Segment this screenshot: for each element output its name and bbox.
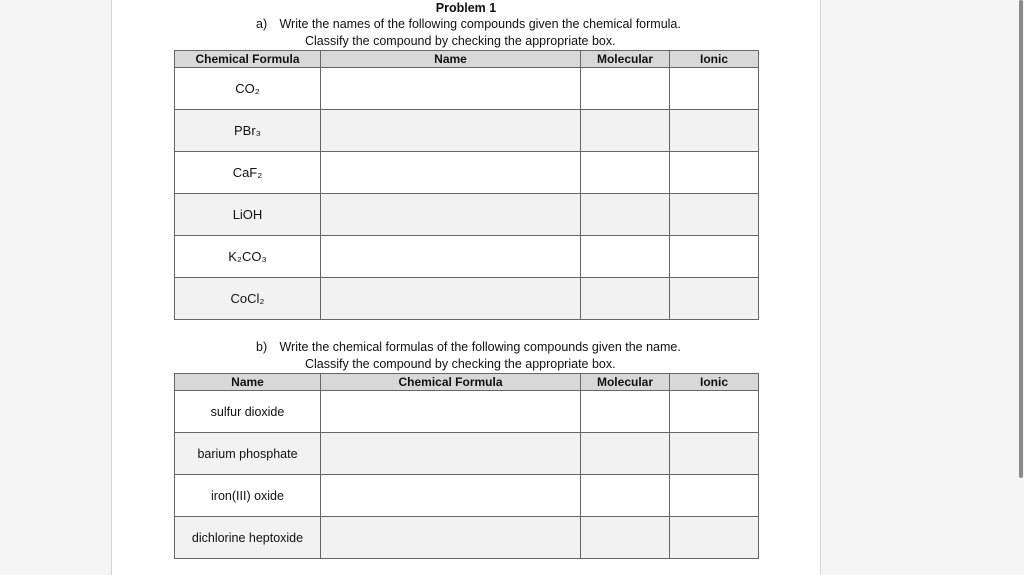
header-molecular: Molecular — [581, 51, 670, 68]
formula-cell: LiOH — [175, 194, 321, 236]
formula-cell: K₂CO₃ — [175, 236, 321, 278]
formula-answer-cell[interactable] — [321, 433, 581, 475]
ionic-checkbox-cell[interactable] — [670, 152, 759, 194]
part-a-label: a) — [256, 17, 268, 31]
part-a-line1: Write the names of the following compounds given the chemical formula. — [279, 17, 681, 31]
molecular-checkbox-cell[interactable] — [581, 391, 670, 433]
part-b-label: b) — [256, 340, 268, 354]
table-row — [175, 475, 759, 517]
table-row — [175, 517, 759, 559]
formula-to-name-table — [174, 50, 759, 320]
header-molecular: Molecular — [581, 374, 670, 391]
ionic-checkbox-cell[interactable] — [670, 433, 759, 475]
formula-cell: CoCl₂ — [175, 278, 321, 320]
ionic-checkbox-cell[interactable] — [670, 194, 759, 236]
name-answer-cell[interactable] — [321, 152, 581, 194]
molecular-checkbox-cell[interactable] — [581, 475, 670, 517]
compound-name-cell: sulfur dioxide — [175, 391, 321, 433]
header-chemical-formula: Chemical Formula — [321, 374, 581, 391]
header-ionic: Ionic — [670, 51, 759, 68]
ionic-checkbox-cell[interactable] — [670, 278, 759, 320]
header-chemical-formula: Chemical Formula — [175, 51, 321, 68]
ionic-checkbox-cell[interactable] — [670, 110, 759, 152]
molecular-checkbox-cell[interactable] — [581, 194, 670, 236]
molecular-checkbox-cell[interactable] — [581, 236, 670, 278]
name-answer-cell[interactable] — [321, 278, 581, 320]
compound-name-cell: barium phosphate — [175, 433, 321, 475]
compound-name-cell: dichlorine heptoxide — [175, 517, 321, 559]
table-header-row — [175, 51, 759, 68]
name-answer-cell[interactable] — [321, 68, 581, 110]
ionic-checkbox-cell[interactable] — [670, 517, 759, 559]
table-row — [175, 433, 759, 475]
table-row — [175, 152, 759, 194]
formula-answer-cell[interactable] — [321, 391, 581, 433]
table-row — [175, 68, 759, 110]
header-name: Name — [175, 374, 321, 391]
formula-cell: CO₂ — [175, 68, 321, 110]
table-row — [175, 278, 759, 320]
molecular-checkbox-cell[interactable] — [581, 278, 670, 320]
part-b-line2: Classify the compound by checking the appropriate box. — [305, 357, 616, 371]
ionic-checkbox-cell[interactable] — [670, 475, 759, 517]
problem-title: Problem 1 — [435, 1, 497, 15]
formula-answer-cell[interactable] — [321, 517, 581, 559]
table-row — [175, 236, 759, 278]
molecular-checkbox-cell[interactable] — [581, 433, 670, 475]
molecular-checkbox-cell[interactable] — [581, 110, 670, 152]
table-row — [175, 110, 759, 152]
formula-cell: PBr₃ — [175, 110, 321, 152]
name-to-formula-table — [174, 373, 759, 559]
name-answer-cell[interactable] — [321, 236, 581, 278]
part-b-instructions — [256, 339, 681, 373]
ionic-checkbox-cell[interactable] — [670, 236, 759, 278]
ionic-checkbox-cell[interactable] — [670, 68, 759, 110]
document-page — [111, 0, 821, 575]
name-answer-cell[interactable] — [321, 110, 581, 152]
header-name: Name — [321, 51, 581, 68]
vertical-scrollbar[interactable] — [1019, 0, 1023, 478]
compound-name-cell: iron(III) oxide — [175, 475, 321, 517]
molecular-checkbox-cell[interactable] — [581, 517, 670, 559]
formula-cell: CaF₂ — [175, 152, 321, 194]
part-a-instructions — [256, 16, 681, 50]
part-b-line1: Write the chemical formulas of the following compounds given the name. — [279, 340, 681, 354]
table-row — [175, 194, 759, 236]
name-answer-cell[interactable] — [321, 194, 581, 236]
table-header-row — [175, 374, 759, 391]
molecular-checkbox-cell[interactable] — [581, 68, 670, 110]
header-ionic: Ionic — [670, 374, 759, 391]
formula-answer-cell[interactable] — [321, 475, 581, 517]
molecular-checkbox-cell[interactable] — [581, 152, 670, 194]
part-a-line2: Classify the compound by checking the appropriate box. — [305, 34, 616, 48]
table-row — [175, 391, 759, 433]
ionic-checkbox-cell[interactable] — [670, 391, 759, 433]
